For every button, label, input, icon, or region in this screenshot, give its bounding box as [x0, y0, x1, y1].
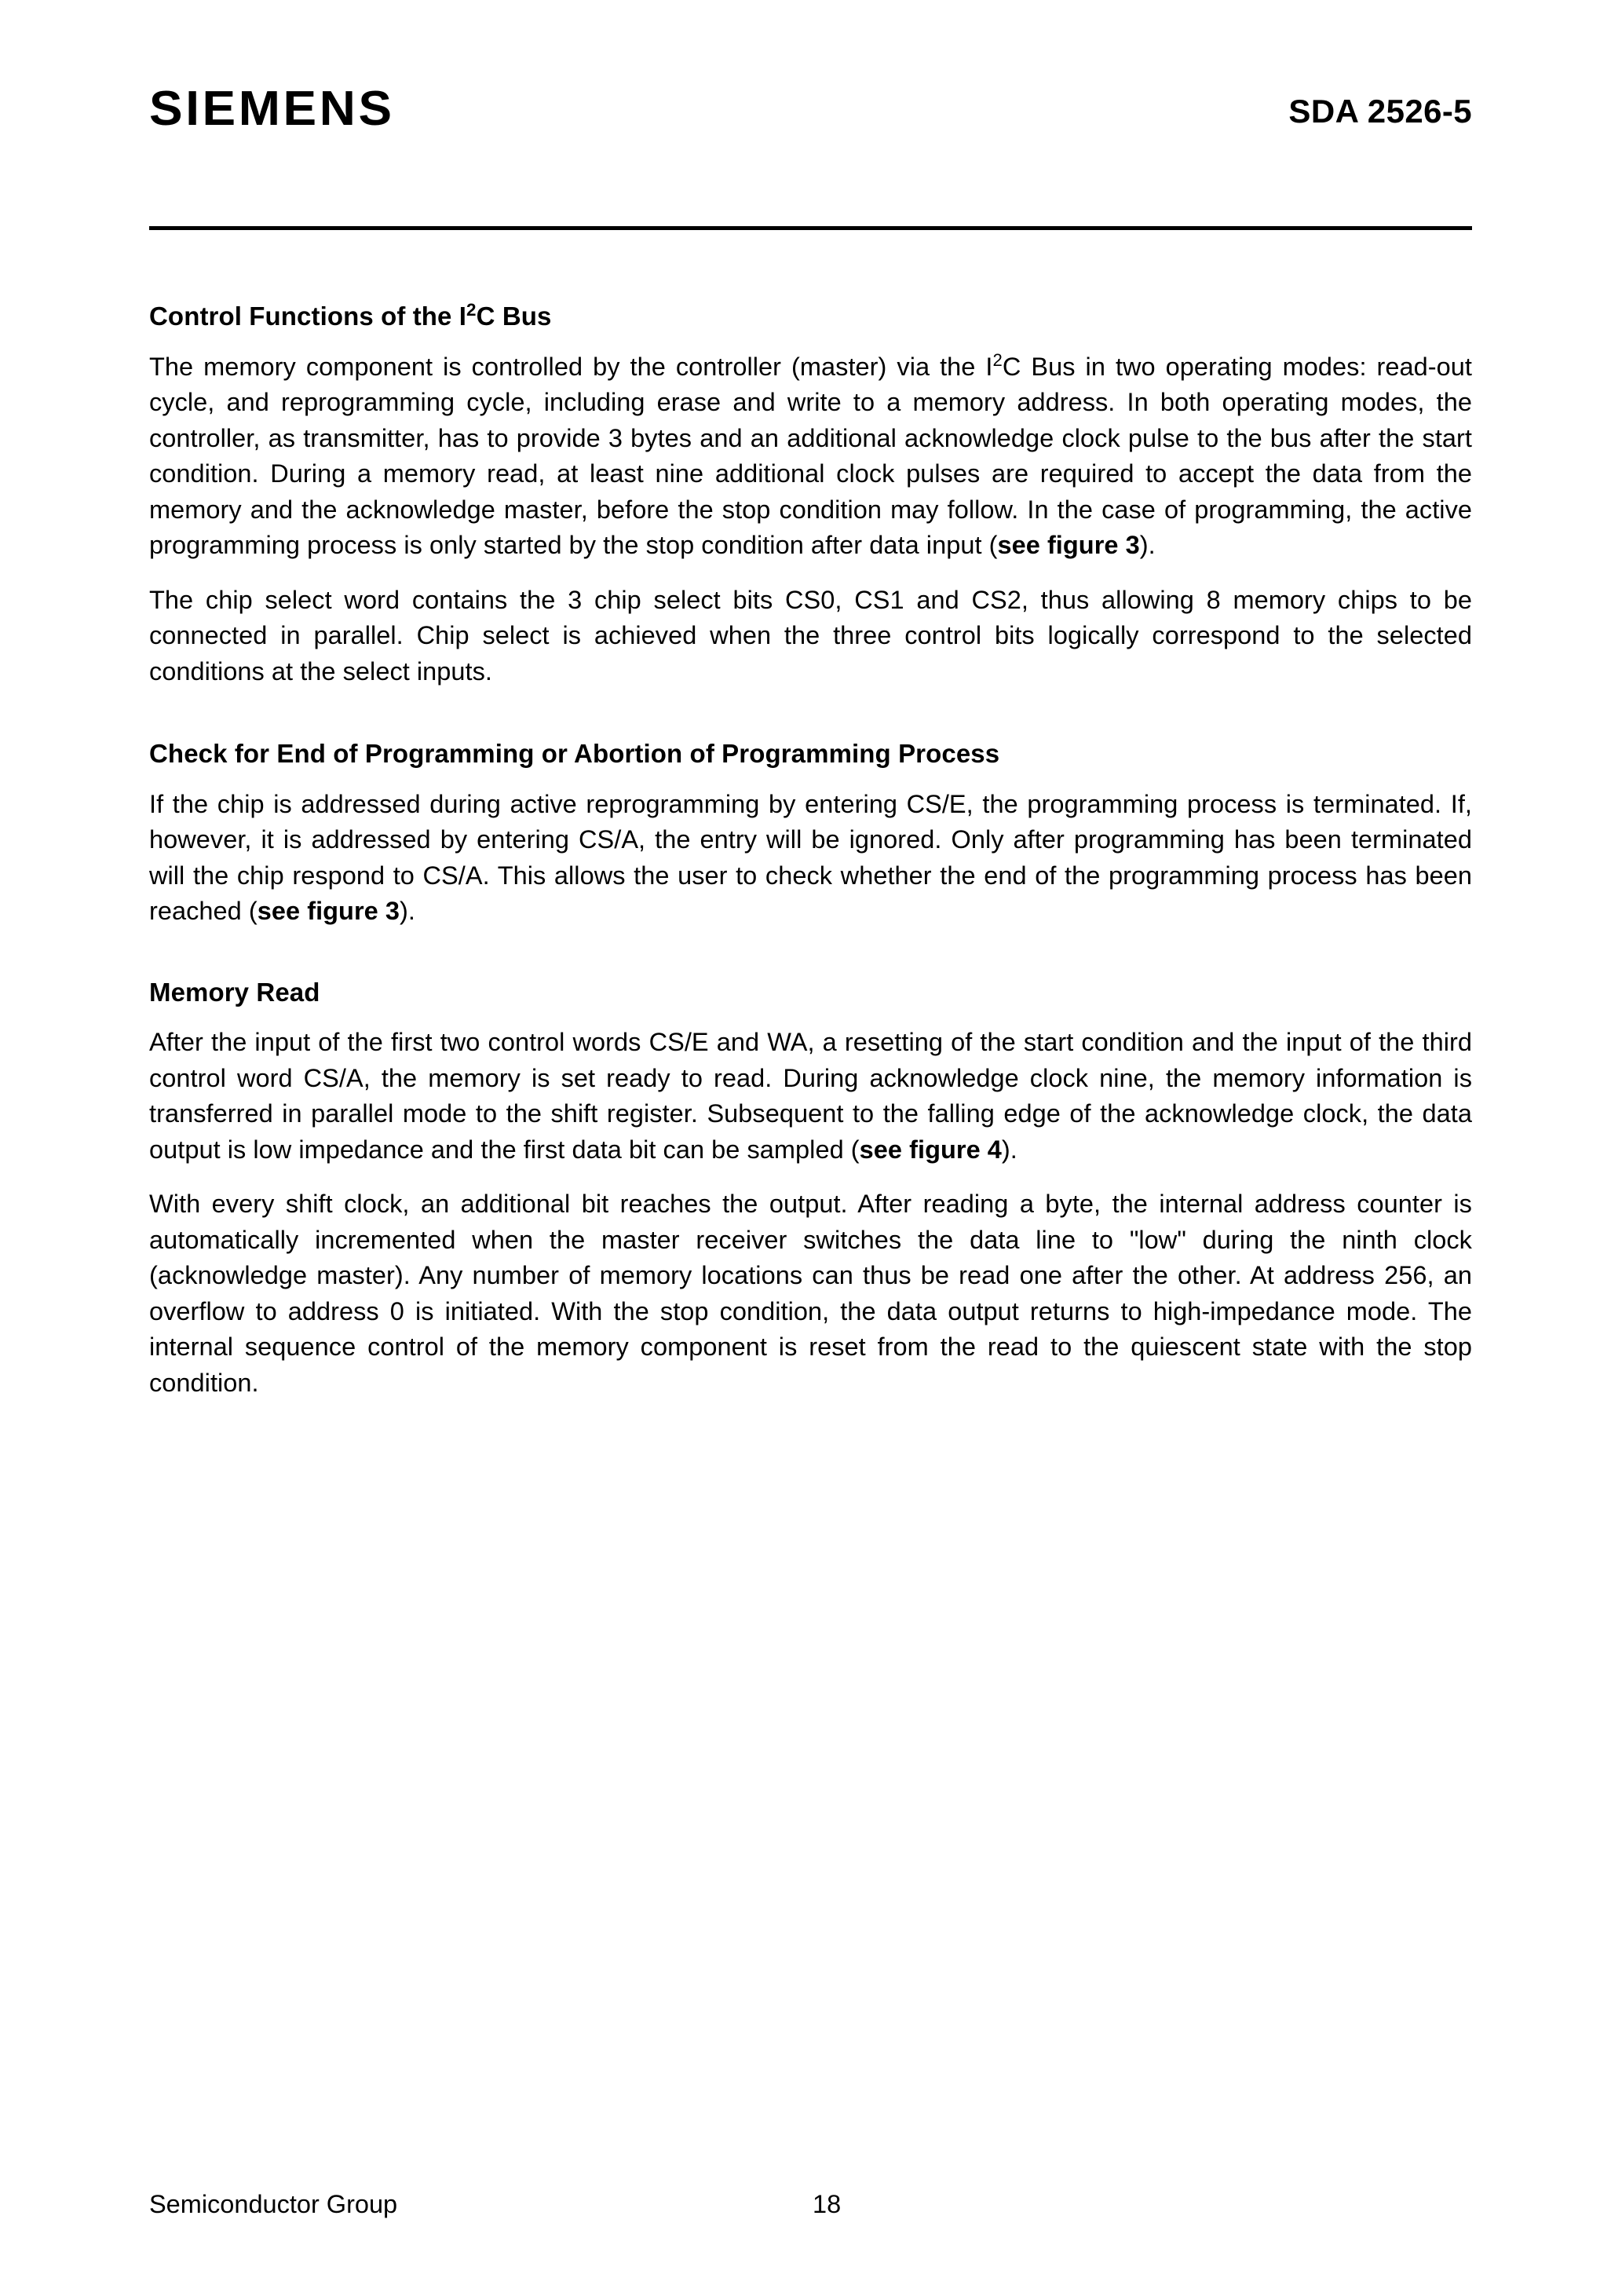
- paragraph-memory-read-2: With every shift clock, an additional bit reaches the output. After reading a byte, the internal address counter is automatically incremented when the master receiver switches the data line to "low" during the ninth clock (acknowledge master). Any number of memory locations can thus be read one after the other. At address 256, an overflow to address 0 is initiated. With the stop condition, the data output returns to high-impedance mode. The internal sequence control of the memory component is reset from the read to the quiescent state with the stop condition.: [149, 1190, 1472, 1397]
- section-heading-check-end-programming: Check for End of Programming or Abortion of Programming Process: [149, 739, 1000, 769]
- spacer: [149, 1007, 1472, 1025]
- spacer: [149, 770, 1472, 787]
- siemens-logo: SIEMENS: [149, 82, 395, 136]
- spacer: [149, 332, 1472, 349]
- paragraph-text-part2: ).: [400, 897, 415, 926]
- section-heading-control-functions: [149, 301, 1472, 332]
- document-code: SDA 2526-5: [1288, 92, 1472, 130]
- paragraph-superscript-2: 2: [992, 349, 1003, 370]
- header-divider-rule: [149, 226, 1472, 230]
- spacer: [149, 930, 1472, 977]
- footer-page-number: 18: [813, 2190, 842, 2218]
- heading-superscript-2: 2: [466, 300, 477, 320]
- figure-reference-3: see figure 3: [257, 897, 400, 926]
- page-header: [149, 82, 1472, 136]
- heading-text-part2: C Bus: [476, 302, 552, 331]
- paragraph-text-part2: C Bus in two operating modes: read-out cycle, and reprogramming cycle, including erase and write to a memory address. In both operating modes, the controller, as transmitter, has to provide 3 bytes and an additional acknowledge clock pulse to the bus after the start condition. During a memory read, at least nine additional clock pulses are required to accept the data from the memory and the acknowledge master, before the stop condition may follow. In the case of programming, the active programming process is only started by the stop condition after data input (: [149, 352, 1472, 560]
- section-heading-memory-read: Memory Read: [149, 977, 320, 1007]
- paragraph-memory-read-1: [149, 1025, 1472, 1168]
- figure-reference-3: see figure 3: [997, 531, 1140, 560]
- paragraph-chip-select: The chip select word contains the 3 chip select bits CS0, CS1 and CS2, thus allowing 8 memory chips to be connected in parallel. Chip select is achieved when the three control bits logically correspond to the selected conditions at the select inputs.: [149, 585, 1472, 686]
- paragraph-text-part1: The memory component is controlled by the controller (master) via the I: [149, 352, 993, 381]
- paragraph-check-end-programming: [149, 787, 1472, 930]
- footer-group-label: Semiconductor Group: [149, 2190, 398, 2218]
- paragraph-text-part2: ).: [1001, 1135, 1017, 1164]
- paragraph-text-part1: After the input of the first two control words CS/E and WA, a resetting of the start condition and the input of the third control word CS/A, the memory is set ready to read. During acknowledge clock nine, the memory information is transferred in parallel mode to the shift register. Subsequent to the falling edge of the acknowledge clock, the data output is low impedance and the first data bit can be sampled (: [149, 1028, 1472, 1164]
- paragraph-text-part1: If the chip is addressed during active reprogramming by entering CS/E, the programming process is terminated. If, however, it is addressed by entering CS/A, the entry will be ignored. Only after programming has been terminated will the chip respond to CS/A. This allows the user to check whether the end of the programming process has been reached (: [149, 789, 1472, 926]
- paragraph-text-part3: ).: [1139, 531, 1156, 560]
- figure-reference-4: see figure 4: [859, 1135, 1002, 1164]
- page-content: [149, 301, 1472, 1401]
- spacer: [149, 564, 1472, 583]
- heading-text-part1: Control Functions of the I: [149, 302, 467, 331]
- spacer: [149, 1168, 1472, 1186]
- spacer: [149, 689, 1472, 738]
- paragraph-control-functions-1: [149, 349, 1472, 564]
